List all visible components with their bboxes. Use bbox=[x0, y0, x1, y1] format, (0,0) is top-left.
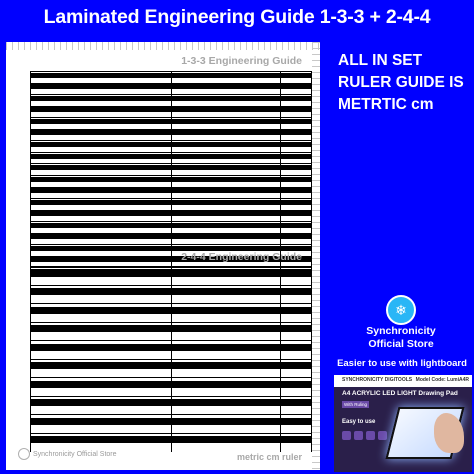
guide-band bbox=[30, 130, 311, 135]
guide-band bbox=[30, 270, 311, 277]
guide-line bbox=[30, 322, 311, 323]
store-watermark-icon bbox=[18, 448, 30, 460]
lightboard-note: Easier to use with lightboard bbox=[337, 358, 467, 369]
guide-band bbox=[30, 154, 311, 159]
guide-band bbox=[30, 344, 311, 351]
feature-icon bbox=[378, 431, 387, 440]
guide-line bbox=[30, 433, 311, 434]
engineering-guide-sheet bbox=[6, 42, 320, 470]
guide-line bbox=[30, 266, 311, 267]
guide-band bbox=[30, 73, 311, 78]
guide-band bbox=[30, 381, 311, 388]
guide-band bbox=[30, 362, 311, 369]
ruler-label: metric cm ruler bbox=[236, 452, 302, 462]
ruler-info-line1: ALL IN SET bbox=[338, 52, 423, 69]
feature-icon bbox=[342, 431, 351, 440]
ruler-info bbox=[338, 50, 464, 116]
product-feature-icons bbox=[342, 431, 387, 440]
product-model: Model Code: LumiA4R bbox=[415, 377, 469, 383]
guide-line bbox=[30, 285, 311, 286]
store-watermark-text: Synchronicity Official Store bbox=[33, 450, 117, 458]
snowflake-icon: ❄ bbox=[386, 295, 416, 325]
guide-line bbox=[30, 414, 311, 415]
guide-line bbox=[30, 340, 311, 341]
guide-band bbox=[30, 234, 311, 239]
product-box-image bbox=[334, 375, 472, 472]
guide-column-line bbox=[311, 266, 312, 452]
guide-band bbox=[30, 307, 311, 314]
guide-244-title: 2-4-4 Engineering Guide bbox=[181, 251, 302, 263]
guide-band bbox=[30, 84, 311, 89]
guide-band bbox=[30, 211, 311, 216]
guide-band bbox=[30, 177, 311, 182]
guide-line bbox=[30, 359, 311, 360]
store-watermark bbox=[18, 448, 117, 460]
top-ruler bbox=[6, 42, 320, 50]
guide-band bbox=[30, 188, 311, 193]
feature-icon bbox=[354, 431, 363, 440]
guide-band bbox=[30, 119, 311, 124]
header-title: Laminated Engineering Guide 1-3-3 + 2-4-4 bbox=[43, 6, 431, 28]
guide-band bbox=[30, 223, 311, 228]
store-name bbox=[336, 325, 466, 351]
ruler-info-line2: RULER GUIDE IS bbox=[338, 74, 464, 91]
product-easy-label: Easy to use bbox=[342, 419, 376, 425]
guide-133-title: 1-3-3 Engineering Guide bbox=[181, 55, 302, 67]
product-brand: SYNCHRONICITY DIGITOOLS bbox=[342, 377, 413, 383]
product-name: A4 ACRYLIC LED LIGHT Drawing Pad bbox=[342, 390, 458, 397]
feature-icon bbox=[366, 431, 375, 440]
guide-band bbox=[30, 142, 311, 147]
guide-band bbox=[30, 325, 311, 332]
store-name-line2: Official Store bbox=[368, 338, 434, 350]
guide-band bbox=[30, 418, 311, 425]
guide-column-line bbox=[311, 71, 312, 284]
guide-244-grid bbox=[30, 266, 311, 452]
store-name-line1: Synchronicity bbox=[366, 325, 436, 337]
guide-band bbox=[30, 200, 311, 205]
guide-band bbox=[30, 107, 311, 112]
guide-line bbox=[30, 377, 311, 378]
product-tag: With Ruling bbox=[344, 402, 368, 407]
guide-line bbox=[30, 396, 311, 397]
ruler-info-line3: METRTIC cm bbox=[338, 96, 434, 113]
guide-band bbox=[30, 165, 311, 170]
guide-band bbox=[30, 436, 311, 443]
guide-line bbox=[30, 303, 311, 304]
guide-band bbox=[30, 399, 311, 406]
guide-band bbox=[30, 288, 311, 295]
right-ruler bbox=[312, 42, 320, 470]
guide-band bbox=[30, 96, 311, 101]
